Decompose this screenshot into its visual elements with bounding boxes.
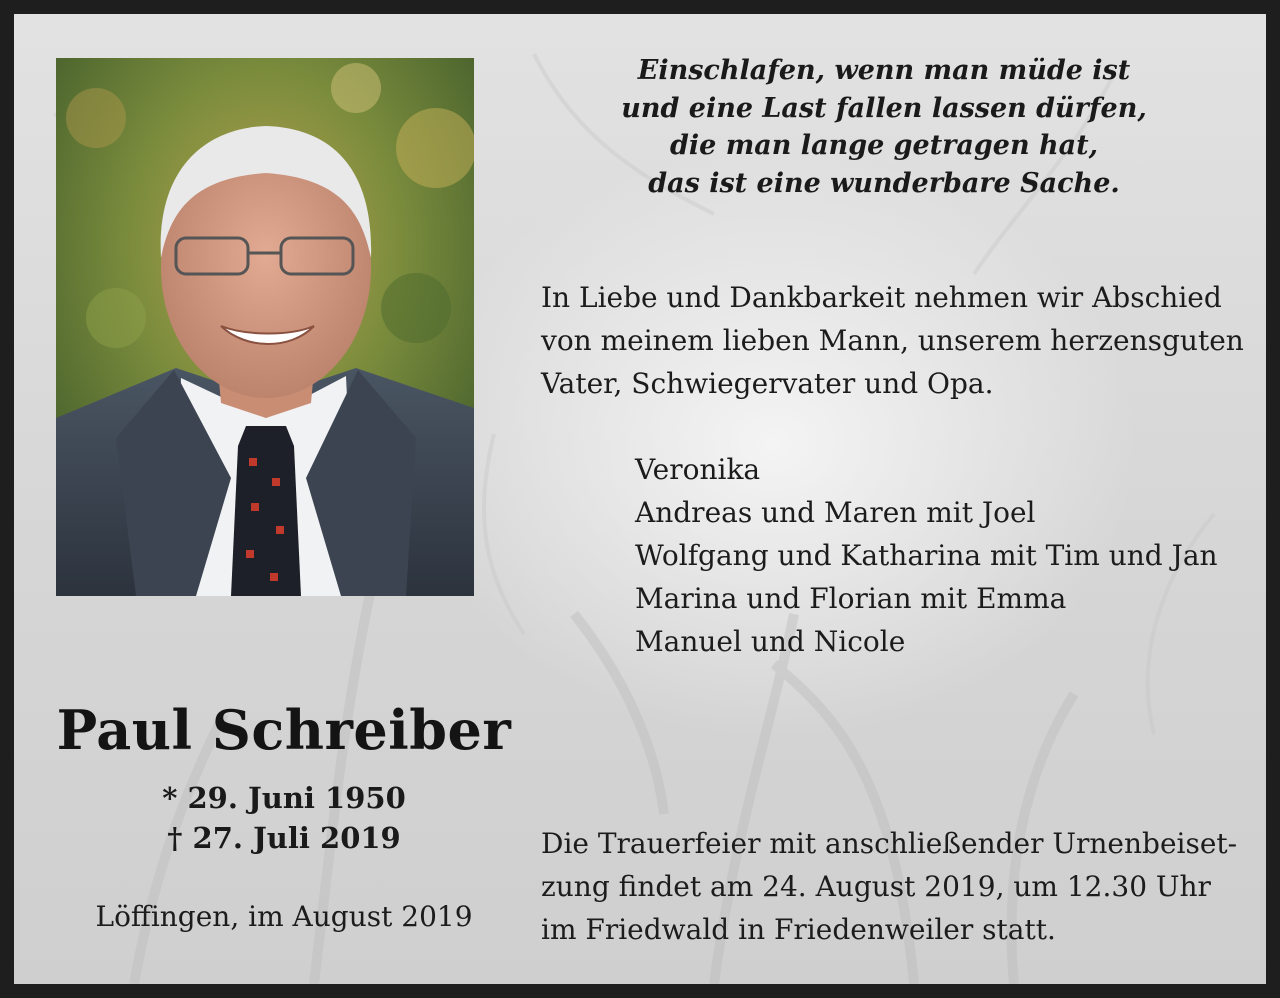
place-and-date: Löffingen, im August 2019	[95, 900, 473, 933]
farewell-line: von meinem lieben Mann, unserem herzensguten	[541, 324, 1244, 357]
ceremony-line: Die Trauerfeier mit anschließender Urnenbeiset-	[541, 827, 1238, 860]
ceremony-line: zung findet am 24. August 2019, um 12.30 Uhr	[541, 870, 1211, 903]
ceremony-info	[541, 822, 1241, 951]
ceremony-line: im Friedwald in Friedenweiler statt.	[541, 913, 1056, 946]
mourner-entry: Veronika	[635, 453, 761, 486]
farewell-text	[541, 276, 1244, 405]
farewell-line: In Liebe und Dankbarkeit nehmen wir Abschied	[541, 281, 1222, 314]
portrait-photo	[56, 58, 474, 596]
mourner-entry: Wolfgang und Katharina mit Tim und Jan	[635, 539, 1218, 572]
mourner-entry: Marina und Florian mit Emma	[635, 582, 1067, 615]
birth-date: * 29. Juni 1950	[162, 781, 406, 815]
obituary-card	[14, 14, 1266, 984]
quote-line: das ist eine wunderbare Sache.	[648, 167, 1120, 199]
death-date: † 27. Juli 2019	[167, 821, 401, 855]
farewell-line: Vater, Schwiegervater und Opa.	[541, 367, 994, 400]
quote-block	[574, 52, 1194, 202]
life-dates	[44, 778, 524, 858]
deceased-name: Paul Schreiber	[56, 698, 512, 762]
quote-line: Einschlafen, wenn man müde ist	[637, 55, 1131, 86]
quote-line: und eine Last fallen lassen dürfen,	[621, 92, 1147, 124]
mourners-list	[635, 448, 1235, 663]
mourner-entry: Andreas und Maren mit Joel	[635, 496, 1036, 529]
quote-line: die man lange getragen hat,	[670, 130, 1098, 161]
mourner-entry: Manuel und Nicole	[635, 625, 906, 658]
